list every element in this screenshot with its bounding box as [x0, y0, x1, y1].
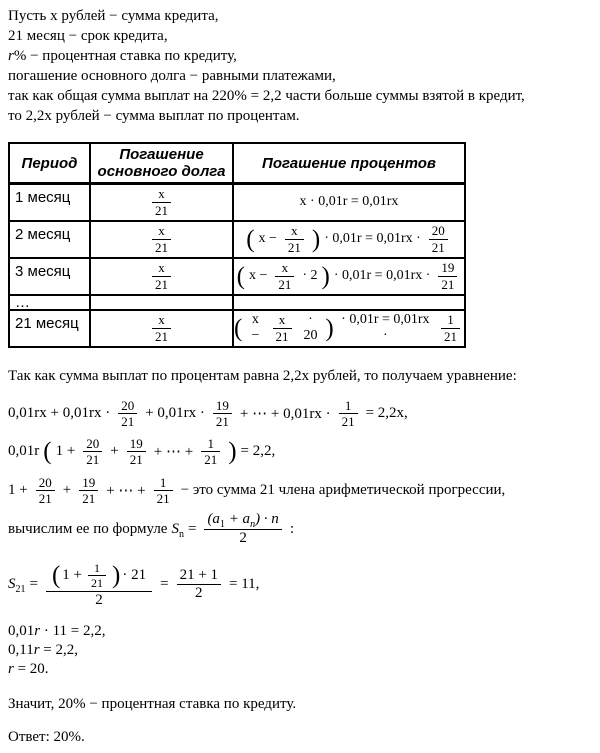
- math-token: +: [62, 482, 72, 499]
- math-token: + a: [224, 511, 251, 528]
- fraction-numerator: 1: [201, 436, 220, 452]
- fraction-numerator: 1: [441, 312, 460, 328]
- math-token: 1 +: [62, 566, 83, 583]
- final-equations: [8, 622, 592, 679]
- intro-line-4: погашение основного долга − равными платежами,: [8, 68, 336, 84]
- period-cell: 21 месяц: [9, 310, 90, 347]
- left-paren: (: [246, 225, 255, 253]
- fraction-denominator: 21: [444, 328, 458, 344]
- math-token: 0,01: [8, 622, 35, 639]
- interest-formula-cell: x · 0,01r = 0,01rx: [233, 184, 465, 221]
- fraction-denominator: 2: [239, 530, 247, 547]
- formula-intro-text: вычислим ее по формуле: [8, 521, 168, 538]
- math-token: + ⋯ +: [153, 444, 194, 461]
- fraction-denominator: 21: [38, 491, 52, 507]
- principal-payment-cell: [90, 221, 233, 258]
- fraction-denominator: 21: [287, 239, 301, 255]
- intro-line-5: так как общая сумма выплат на 220% = 2,2 части больше суммы взятой в кредит,: [8, 88, 525, 104]
- fraction-numerator: 20: [36, 475, 55, 491]
- math-token: · 0,01r = 0,01rx ·: [333, 268, 431, 283]
- fraction-numerator: 1: [154, 475, 173, 491]
- subscript: n: [178, 529, 184, 541]
- math-token: 0,01r: [8, 443, 40, 460]
- s21-equation: [8, 560, 592, 610]
- math-token: + ⋯ +: [106, 483, 146, 500]
- table-row-ellipsis: [9, 295, 465, 310]
- fraction: [83, 436, 102, 468]
- fraction-denominator: 21: [82, 491, 96, 507]
- math-token: x −: [251, 312, 260, 343]
- left-paren: (: [51, 562, 61, 589]
- right-paren: ): [228, 438, 237, 466]
- fraction-numerator: x: [152, 223, 171, 239]
- principal-payment-cell: [90, 258, 233, 295]
- fraction: [118, 398, 137, 430]
- principal-payment-cell: [90, 310, 233, 347]
- intro-line-3-text: % − процентная ставка по кредиту,: [13, 48, 237, 64]
- variable-r: r: [34, 622, 41, 639]
- fraction: [152, 312, 171, 344]
- math-token: x −: [258, 231, 277, 246]
- fraction: [339, 398, 358, 430]
- fraction: [36, 475, 55, 507]
- fraction-denominator: 21: [156, 491, 170, 507]
- fraction-denominator: 21: [215, 413, 229, 429]
- problem-setup: [8, 6, 592, 126]
- math-token: :: [289, 521, 294, 538]
- interest-formula: [234, 312, 464, 344]
- table-row-month-1: [9, 184, 465, 221]
- math-token: = 11,: [229, 576, 260, 593]
- fraction: [152, 260, 171, 292]
- math-token: 0,01rx + 0,01rx ·: [8, 404, 111, 421]
- math-token: =: [160, 576, 169, 593]
- s21-symbol: [8, 576, 26, 596]
- intro-line-2: 21 месяц − срок кредита,: [8, 28, 168, 44]
- math-token: · 0,01r = 0,01rx ·: [341, 312, 430, 343]
- subscript: 1: [219, 519, 225, 531]
- empty-cell: [233, 295, 465, 310]
- fraction-numerator: 20: [83, 436, 102, 452]
- interest-formula-cell: [233, 221, 465, 258]
- math-token: = 2,2,: [39, 641, 79, 658]
- period-cell: 3 месяц: [9, 258, 90, 295]
- fraction: [127, 436, 146, 468]
- left-paren: (: [236, 262, 245, 290]
- math-token: · 20: [303, 312, 318, 343]
- table-row-month-21: [9, 310, 465, 347]
- fraction-denominator: 21: [129, 452, 143, 468]
- fraction-numerator: x: [285, 223, 304, 239]
- fraction: [204, 511, 281, 547]
- math-token: + 0,01rx ·: [145, 404, 205, 421]
- math-token: · 2: [302, 268, 318, 283]
- table-row-month-3: [9, 258, 465, 295]
- fraction-denominator: 21: [86, 452, 100, 468]
- fraction-denominator: 21: [441, 276, 455, 292]
- math-token: +: [110, 443, 119, 460]
- fraction-denominator: 21: [431, 239, 445, 255]
- variable-r: r: [33, 641, 40, 658]
- fraction-numerator: x: [152, 260, 171, 276]
- fraction-numerator: [204, 511, 281, 530]
- fraction-denominator: 21: [155, 276, 168, 292]
- fraction: [275, 260, 294, 292]
- fraction-denominator: 21: [155, 202, 168, 218]
- math-token: 1 +: [8, 482, 28, 499]
- fraction-denominator: 21: [278, 276, 292, 292]
- fraction: [213, 398, 232, 430]
- empty-cell: [90, 295, 233, 310]
- fraction-numerator: 1: [88, 561, 106, 576]
- math-token: + ⋯ + 0,01rx ·: [239, 405, 331, 422]
- math-token: = 20.: [13, 660, 49, 677]
- subscript: n: [250, 519, 256, 531]
- equation-intro-paragraph: Так как сумма выплат по процентам равна 2,2x рублей, то получаем уравнение:: [8, 367, 517, 384]
- math-token: − это сумма 21 члена арифметической прогрессии,: [180, 482, 506, 499]
- fraction-numerator: 19: [213, 398, 232, 414]
- right-paren: ): [311, 225, 321, 253]
- interest-formula-cell: [233, 258, 465, 295]
- math-token: x −: [248, 268, 268, 283]
- fraction-numerator: 1: [339, 398, 358, 414]
- math-token: 0,11: [8, 641, 34, 658]
- math-token: S: [8, 576, 16, 593]
- fraction: [79, 475, 98, 507]
- right-paren: ): [112, 562, 121, 589]
- fraction-numerator: 21 + 1: [177, 567, 221, 586]
- fraction-numerator: 20: [118, 398, 137, 414]
- fraction-numerator: x: [273, 312, 292, 328]
- equation-final-2: [8, 641, 592, 660]
- math-token: · 0,01r = 0,01rx ·: [324, 231, 421, 246]
- table-header-principal: Погашение основного долга: [90, 143, 233, 184]
- math-token: · 21: [122, 566, 147, 583]
- table-header-interest: Погашение процентов: [233, 143, 465, 184]
- math-token: =: [187, 521, 197, 538]
- variable-r: r: [8, 660, 14, 677]
- period-cell: 2 месяц: [9, 221, 90, 258]
- math-token: 1 +: [55, 443, 76, 460]
- fraction-numerator: x: [152, 312, 171, 328]
- fraction: [285, 223, 304, 255]
- left-paren: (: [43, 438, 52, 466]
- intro-line-3: [8, 46, 592, 66]
- sn-formula-line: [8, 511, 592, 547]
- fraction-denominator: 21: [275, 328, 289, 344]
- answer-line: Ответ: 20%.: [8, 728, 85, 745]
- fraction: [152, 223, 171, 255]
- table-row-month-2: [9, 221, 465, 258]
- interest-formula: [237, 260, 462, 292]
- fraction: [88, 561, 106, 590]
- math-token: = 2,2x,: [365, 404, 408, 421]
- fraction: [177, 567, 221, 603]
- table-header-period: Период: [9, 143, 90, 184]
- fraction: [273, 312, 292, 344]
- fraction-numerator: 19: [438, 260, 457, 276]
- math-token: S: [171, 521, 179, 538]
- fraction-numerator: x: [275, 260, 294, 276]
- fraction-denominator: 21: [341, 413, 355, 429]
- fraction-denominator: 21: [155, 328, 168, 344]
- intro-line-6: то 2,2x рублей − сумма выплат по процентам.: [8, 108, 300, 124]
- fraction-denominator: 2: [95, 592, 103, 609]
- fraction: [201, 436, 220, 468]
- math-token: · 11 = 2,2,: [40, 622, 106, 639]
- left-paren: (: [234, 314, 243, 342]
- subscript: 21: [15, 584, 26, 596]
- math-token: (a: [207, 511, 220, 528]
- equation-final-3: [8, 660, 592, 679]
- fraction-denominator: 21: [91, 576, 104, 590]
- fraction-numerator: 19: [127, 436, 146, 452]
- fraction-numerator: 19: [79, 475, 98, 491]
- equation-final-1: [8, 622, 592, 641]
- credit-table: [8, 142, 466, 348]
- progression-sum-line: [8, 475, 592, 507]
- fraction-denominator: 2: [195, 585, 203, 602]
- equation-interest-sum: [8, 398, 592, 430]
- fraction: [438, 260, 457, 292]
- math-token: =: [29, 576, 38, 593]
- fraction-denominator: 21: [121, 413, 135, 429]
- fraction: [154, 475, 173, 507]
- fraction: [152, 186, 171, 218]
- fraction-denominator: 21: [204, 452, 218, 468]
- equation-factored: [8, 436, 592, 468]
- period-cell: …: [9, 295, 90, 310]
- fraction-numerator: x: [152, 186, 171, 202]
- fraction-denominator: 21: [155, 239, 168, 255]
- fraction-numerator: 20: [429, 223, 448, 239]
- period-cell: 1 месяц: [9, 184, 90, 221]
- fraction: [441, 312, 460, 344]
- interest-formula-cell: [233, 310, 465, 347]
- math-token: ) · n: [255, 511, 279, 528]
- conclusion-line: Значит, 20% − процентная ставка по кредиту.: [8, 695, 297, 712]
- right-paren: ): [325, 314, 334, 342]
- interest-formula: [246, 223, 452, 255]
- right-paren: ): [321, 262, 330, 290]
- variable-r: r: [8, 48, 14, 64]
- fraction-numerator: [46, 560, 152, 592]
- math-token: = 2,2,: [240, 443, 276, 460]
- fraction: [429, 223, 448, 255]
- intro-line-1: Пусть x рублей − сумма кредита,: [8, 8, 219, 24]
- sn-symbol: [171, 521, 184, 541]
- principal-payment-cell: [90, 184, 233, 221]
- table-header-row: [9, 143, 465, 184]
- fraction: [46, 560, 152, 610]
